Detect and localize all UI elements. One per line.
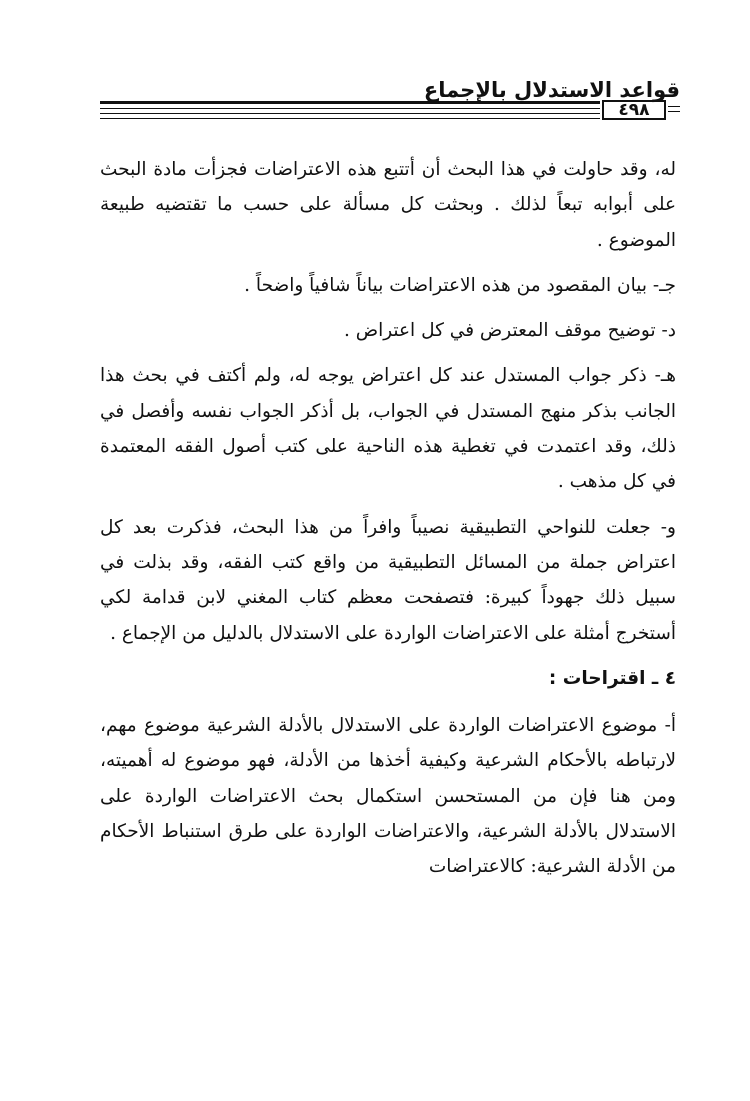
page-body (100, 152, 676, 895)
list-item: هـ- ذكر جواب المستدل عند كل اعتراض يوجه له، ولم أكتف في بحث هذا الجانب بذكر منهج المستدل في الجواب، بل أذكر الجواب نفسه وأفصل في ذلك، وقد اعتمدت في تغطية هذه الناحية على كتب أصول الفقه المعتمدة في كل مذهب . (100, 365, 676, 493)
page-number: ٤٩٨ (602, 100, 666, 120)
header-rule-thick (100, 101, 600, 104)
header-rule-thin (100, 118, 600, 119)
list-item: د- توضيح موقف المعترض في كل اعتراض . (343, 320, 676, 342)
list-item: جـ- بيان المقصود من هذه الاعتراضات بياناً شافياً واضحاً . (244, 274, 676, 296)
header-rule-tail (668, 106, 680, 107)
header-rule (100, 100, 680, 122)
header-rule-thin (100, 113, 600, 114)
list-item: أ- موضوع الاعتراضات الواردة على الاستدلال بالأدلة الشرعية موضوع مهم، لارتباطه بالأحكام الشرعية وكيفية أخذها من الأدلة، فهو موضوع له أهميته، ومن هنا فإن من المستحسن استكمال بحث الاعتراضات الواردة على الاستدلال بالأدلة الشرعية، والاعتراضات الواردة على طرق استنباط الأحكام من الأدلة الشرعية: كالاعتراضات (100, 715, 676, 878)
section-heading: ٤ ـ اقتراحات : (548, 667, 676, 689)
header-rule-thin (100, 108, 600, 109)
header-rule-tail (668, 111, 680, 112)
list-item: و- جعلت للنواحي التطبيقية نصيباً وافراً من هذا البحث، فذكرت بعد كل اعتراض جملة من المسائل التطبيقية من واقع كتب الفقه، وقد بذلت في سبيل ذلك جهوداً كبيرة: فتصفحت معظم كتاب المغني لابن قدامة لكي أستخرج أمثلة على الاعتراضات الواردة على الاستدلال بالدليل من الإجماع . (100, 516, 676, 644)
paragraph: له، وقد حاولت في هذا البحث أن أتتبع هذه الاعتراضات فجزأت مادة البحث على أبوابه تبعاً لذلك . وبحثت كل مسألة على حسب ما تقتضيه طبيعة الموضوع . (100, 159, 676, 251)
running-title: قواعد الاستدلال بالإجماع (423, 78, 680, 102)
page-header (100, 70, 680, 122)
